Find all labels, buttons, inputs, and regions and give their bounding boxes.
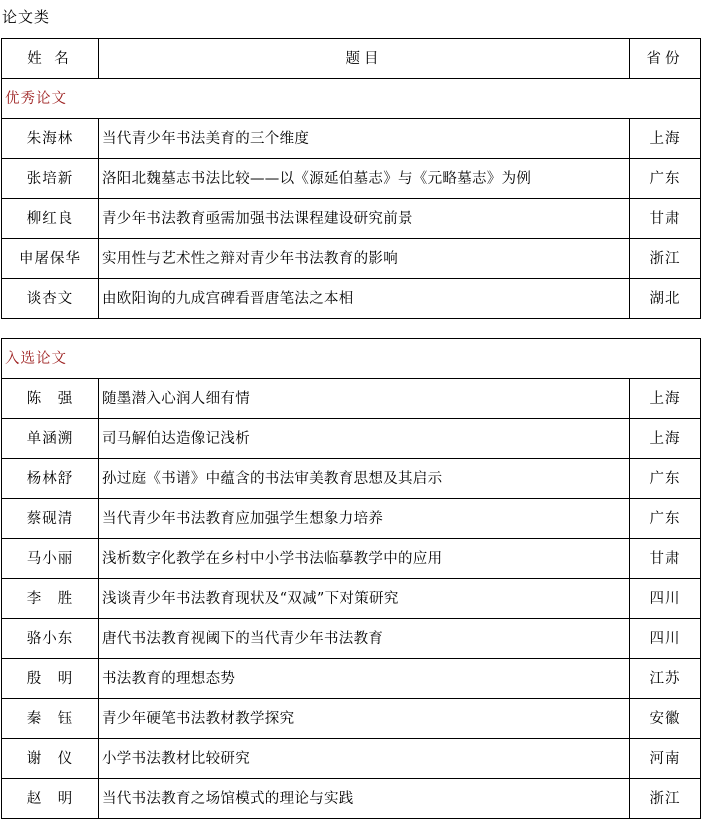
table-row [2, 239, 701, 279]
paper-title: 司马解伯达造像记浅析 [99, 419, 630, 459]
author-name: 朱海林 [2, 119, 99, 159]
author-name: 赵 明 [2, 779, 99, 819]
author-name: 马小丽 [2, 539, 99, 579]
table-row [2, 119, 701, 159]
paper-title: 小学书法教材比较研究 [99, 739, 630, 779]
section-label-excellent: 优秀论文 [2, 79, 701, 119]
paper-title: 青少年书法教育亟需加强书法课程建设研究前景 [99, 199, 630, 239]
author-name: 殷 明 [2, 659, 99, 699]
table-row [2, 159, 701, 199]
author-province: 甘肃 [630, 539, 701, 579]
header-name: 姓 名 [2, 39, 99, 79]
author-name: 柳红良 [2, 199, 99, 239]
author-name: 骆小东 [2, 619, 99, 659]
paper-title: 洛阳北魏墓志书法比较——以《源延伯墓志》与《元略墓志》为例 [99, 159, 630, 199]
author-name: 杨林舒 [2, 459, 99, 499]
author-province: 安徽 [630, 699, 701, 739]
table-row [2, 459, 701, 499]
author-name: 张培新 [2, 159, 99, 199]
author-province: 四川 [630, 619, 701, 659]
author-name: 申屠保华 [2, 239, 99, 279]
author-province: 浙江 [630, 239, 701, 279]
selected-papers-table [1, 338, 701, 819]
paper-title: 浅析数字化教学在乡村中小学书法临摹教学中的应用 [99, 539, 630, 579]
author-name: 单涵溯 [2, 419, 99, 459]
author-province: 浙江 [630, 779, 701, 819]
author-province: 江苏 [630, 659, 701, 699]
section-row-selected [2, 339, 701, 379]
paper-title: 由欧阳询的九成宫碑看晋唐笔法之本相 [99, 279, 630, 319]
author-province: 上海 [630, 419, 701, 459]
table-row [2, 199, 701, 239]
author-name: 蔡砚清 [2, 499, 99, 539]
paper-title: 浅谈青少年书法教育现状及“双减”下对策研究 [99, 579, 630, 619]
author-province: 四川 [630, 579, 701, 619]
paper-title: 当代青少年书法教育应加强学生想象力培养 [99, 499, 630, 539]
excellent-papers-table [1, 38, 701, 319]
paper-title: 随墨潜入心润人细有情 [99, 379, 630, 419]
table-row [2, 739, 701, 779]
header-title: 题目 [99, 39, 630, 79]
paper-title: 孙过庭《书谱》中蕴含的书法审美教育思想及其启示 [99, 459, 630, 499]
table-row [2, 419, 701, 459]
page-heading: 论文类 [2, 8, 51, 26]
author-name: 谢 仪 [2, 739, 99, 779]
table-row [2, 379, 701, 419]
table-row [2, 699, 701, 739]
author-province: 上海 [630, 379, 701, 419]
author-province: 湖北 [630, 279, 701, 319]
paper-title: 实用性与艺术性之辩对青少年书法教育的影响 [99, 239, 630, 279]
paper-title: 当代书法教育之场馆模式的理论与实践 [99, 779, 630, 819]
paper-title: 唐代书法教育视阈下的当代青少年书法教育 [99, 619, 630, 659]
paper-title: 书法教育的理想态势 [99, 659, 630, 699]
author-name: 秦 钰 [2, 699, 99, 739]
paper-title: 当代青少年书法美育的三个维度 [99, 119, 630, 159]
author-province: 广东 [630, 159, 701, 199]
section-row-excellent [2, 79, 701, 119]
author-province: 广东 [630, 499, 701, 539]
paper-title: 青少年硬笔书法教材教学探究 [99, 699, 630, 739]
author-name: 谈杏文 [2, 279, 99, 319]
table-row [2, 579, 701, 619]
table-row [2, 279, 701, 319]
header-province: 省份 [630, 39, 701, 79]
author-province: 上海 [630, 119, 701, 159]
table-row [2, 539, 701, 579]
author-province: 广东 [630, 459, 701, 499]
table-row [2, 619, 701, 659]
table-row [2, 779, 701, 819]
author-name: 陈 强 [2, 379, 99, 419]
table-row [2, 659, 701, 699]
author-province: 河南 [630, 739, 701, 779]
table-row [2, 499, 701, 539]
author-province: 甘肃 [630, 199, 701, 239]
author-name: 李 胜 [2, 579, 99, 619]
section-label-selected: 入选论文 [2, 339, 701, 379]
header-row [2, 39, 701, 79]
